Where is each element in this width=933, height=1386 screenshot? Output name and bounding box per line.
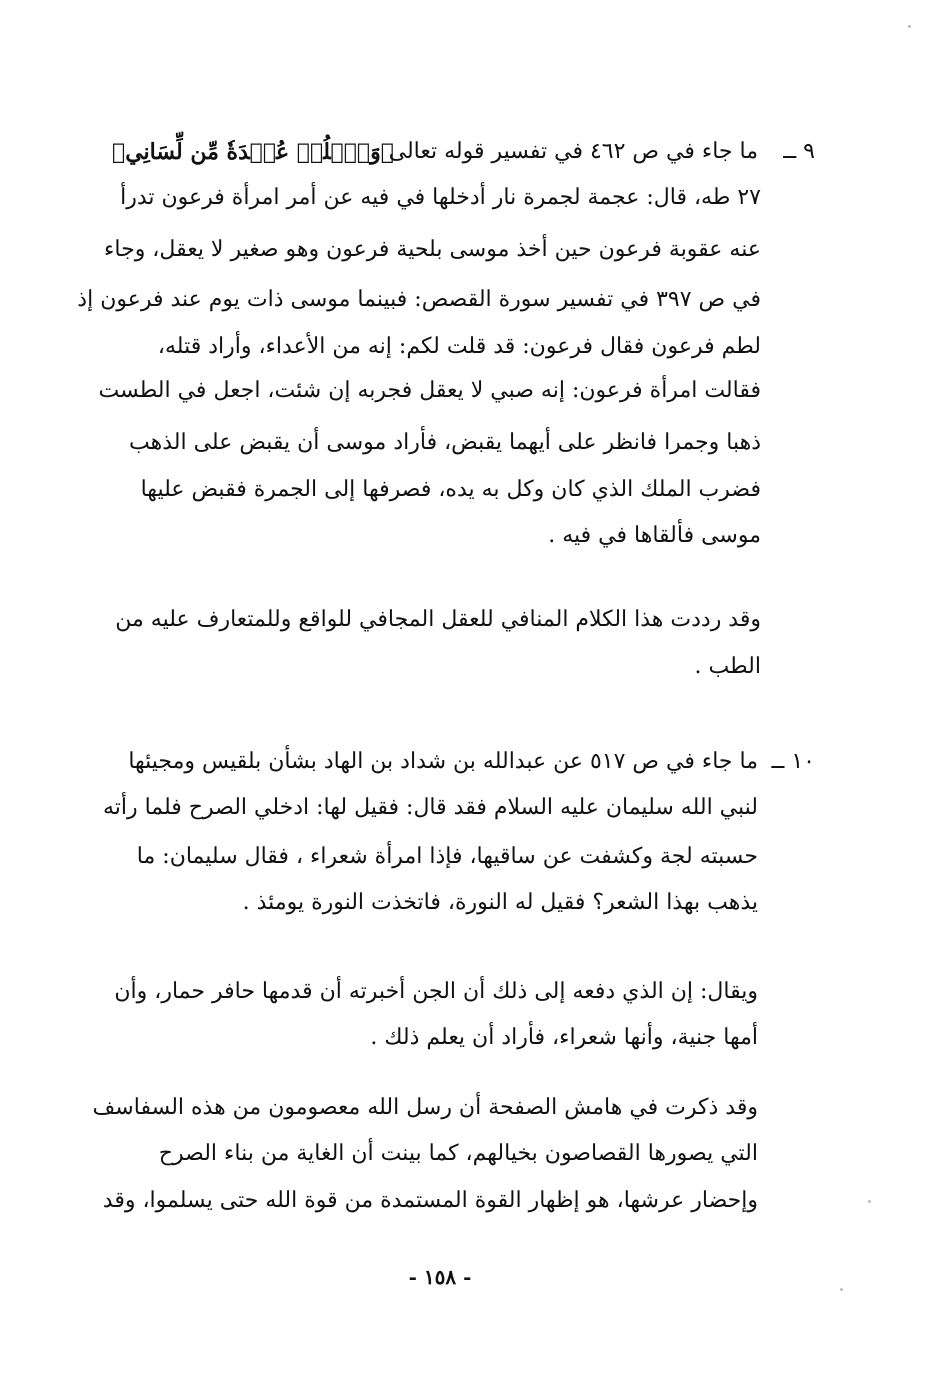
item-9-line-2: ٢٧ طه، قال: عجمة لجمرة نار أدخلها في فيه عن أمر امرأة فرعون تدرأ	[120, 185, 761, 210]
item-10-line-2: لنبي الله سليمان عليه السلام فقد قال: فقيل لها: ادخلي الصرح فلما رأته	[102, 795, 758, 820]
item-9-line-6: فقالت امرأة فرعون: إنه صبي لا يعقل فجربه إن شئت، اجعل في الطست	[98, 378, 761, 403]
said-line-1: ويقال: إن الذي دفعه إلى ذلك أن الجن أخبرته أن قدمها حافر حمار، وأن	[114, 979, 758, 1004]
note-line-3: وإحضار عرشها، هو إظهار القوة المستمدة من قوة الله حتى يسلموا، وقد	[102, 1188, 758, 1213]
item-9-number: ٩ ــ	[783, 139, 815, 164]
item-10-number: ١٠ ــ	[771, 749, 815, 774]
item-10-line-1: ما جاء في ص ٥١٧ عن عبدالله بن شداد بن الهاد بشأن بلقيس ومجيئها	[128, 749, 758, 774]
item-9-line-5: لطم فرعون فقال فرعون: قد قلت لكم: إنه من الأعداء، وأراد قتله،	[157, 334, 761, 359]
quran-verse: ﴿وَٱحۡلُلۡ عُقۡدَةٗ مِّن لِّسَانِي﴾	[112, 139, 394, 165]
item-9-line-3: عنه عقوبة فرعون حين أخذ موسى بلحية فرعون وهو صغير لا يعقل، وجاء	[104, 237, 761, 262]
scan-speck	[908, 25, 911, 28]
item-9-line-4: في ص ٣٩٧ في تفسير سورة القصص: فبينما موسى ذات يوم عند فرعون إذ	[77, 287, 761, 312]
note-line-2: التي يصورها القصاصون بخيالهم، كما بينت أن الغاية من بناء الصرح	[158, 1141, 758, 1166]
refutation-line-1: وقد رددت هذا الكلام المنافي للعقل المجافي للواقع وللمتعارف عليه من	[115, 607, 761, 632]
item-9-line-7: ذهبا وجمرا فانظر على أيهما يقبض، فأراد موسى أن يقبض على الذهب	[129, 430, 761, 455]
item-10-line-4: يذهب بهذا الشعر؟ فقيل له النورة، فاتخذت النورة يومئذ .	[242, 890, 758, 915]
item-9-line-9: موسى فألقاها في فيه .	[548, 523, 761, 548]
said-line-2: أمها جنية، وأنها شعراء، فأراد أن يعلم ذلك .	[370, 1025, 758, 1050]
item-9-line-8: فضرب الملك الذي كان وكل به يده، فصرفها إلى الجمرة فقبض عليها	[140, 477, 761, 502]
scan-speck	[868, 1200, 871, 1203]
item-10-line-3: حسبته لجة وكشفت عن ساقيها، فإذا امرأة شعراء ، فقال سليمان: ما	[136, 844, 758, 869]
note-line-1: وقد ذكرت في هامش الصفحة أن رسل الله معصومون من هذه السفاسف	[92, 1095, 758, 1120]
scan-speck	[840, 1288, 843, 1291]
refutation-line-2: الطب .	[694, 654, 761, 679]
page-number: - ١٥٨ -	[408, 1265, 472, 1289]
item-9-line-1: ما جاء في ص ٤٦٢ في تفسير قوله تعالى :	[374, 139, 758, 164]
